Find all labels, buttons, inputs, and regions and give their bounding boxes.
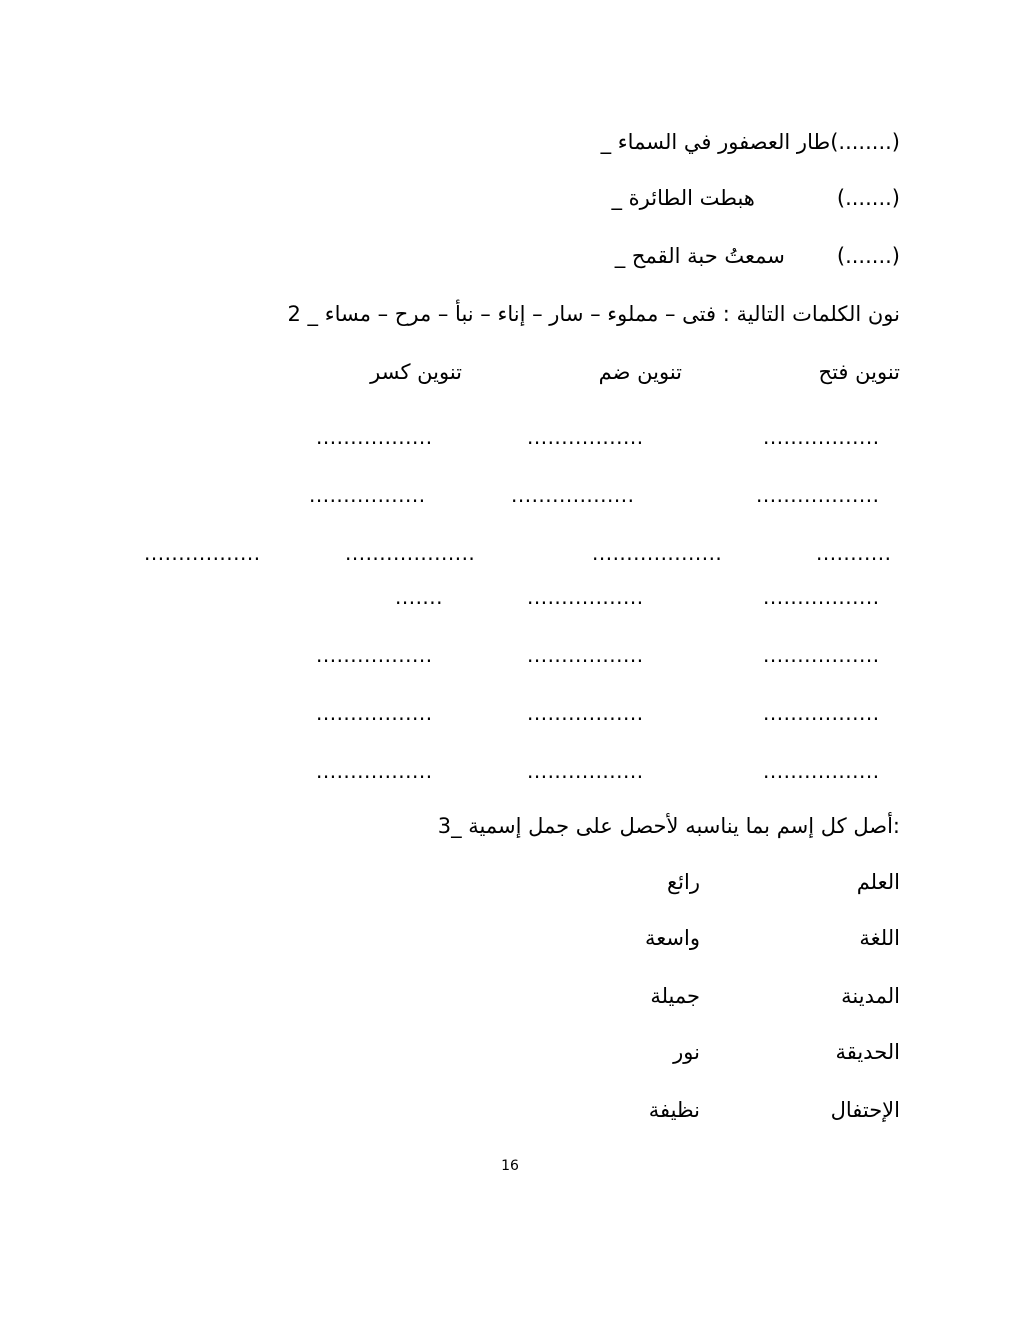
- ex2-dots: .................: [527, 425, 644, 449]
- ex1-text-2: هبطت الطائرة _: [611, 186, 755, 210]
- ex1-line-1: [601, 128, 900, 156]
- ex2-dots: .................: [763, 643, 880, 667]
- ex2-dots: .................: [763, 585, 880, 609]
- ex2-dots: .................: [763, 701, 880, 725]
- ex2-dots: ...........: [816, 541, 892, 565]
- ex3-adjective: جميلة: [650, 984, 700, 1008]
- ex2-dots: .................: [763, 425, 880, 449]
- ex2-dots: .................: [527, 643, 644, 667]
- ex3-noun: العلم: [856, 870, 900, 894]
- ex1-line-2: [611, 184, 900, 212]
- ex2-dots: ..................: [511, 483, 635, 507]
- ex1-mark-2: (.......): [836, 186, 900, 210]
- ex1-line-3: [615, 242, 900, 270]
- ex2-dots: ..................: [756, 483, 880, 507]
- ex3-adjective: واسعة: [645, 926, 700, 950]
- ex3-instruction: :أصل كل إسم بما يناسبه لأحصل على جمل إسمية _3: [437, 814, 900, 838]
- ex2-dots: .................: [316, 701, 433, 725]
- ex1-text-3: سمعتُ حبة القمح _: [614, 244, 785, 268]
- ex2-dots: .................: [316, 759, 433, 783]
- ex2-header-fath: تنوين فتح: [818, 360, 900, 384]
- page-number: 16: [501, 1158, 519, 1174]
- ex3-noun: اللغة: [859, 926, 900, 950]
- ex1-mark-1: (........): [830, 130, 900, 154]
- ex3-noun: الإحتفال: [830, 1098, 900, 1122]
- ex2-dots: .......: [395, 585, 444, 609]
- ex2-header-dam: تنوين ضم: [598, 360, 682, 384]
- ex2-dots: .................: [309, 483, 426, 507]
- ex1-mark-3: (.......): [836, 244, 900, 268]
- ex2-dots: ...................: [345, 541, 476, 565]
- ex2-dots: ...................: [592, 541, 723, 565]
- ex2-header-kasr: تنوين كسر: [370, 360, 462, 384]
- ex2-dots: .................: [144, 541, 261, 565]
- ex3-noun: المدينة: [841, 984, 900, 1008]
- ex2-instruction: نون الكلمات التالية : فتى – مملوء – سار – إناء – نبأ – مرح – مساء _ 2: [287, 302, 900, 326]
- ex2-dots: .................: [316, 643, 433, 667]
- ex2-dots: .................: [316, 425, 433, 449]
- ex2-dots: .................: [763, 759, 880, 783]
- ex3-noun: الحديقة: [835, 1040, 900, 1064]
- ex2-dots: .................: [527, 759, 644, 783]
- ex1-text-1: طار العصفور في السماء _: [600, 130, 831, 154]
- ex3-adjective: نور: [673, 1040, 700, 1064]
- ex2-dots: .................: [527, 701, 644, 725]
- ex3-adjective: نظيفة: [648, 1098, 700, 1122]
- ex2-dots: .................: [527, 585, 644, 609]
- ex3-adjective: رائع: [667, 870, 700, 894]
